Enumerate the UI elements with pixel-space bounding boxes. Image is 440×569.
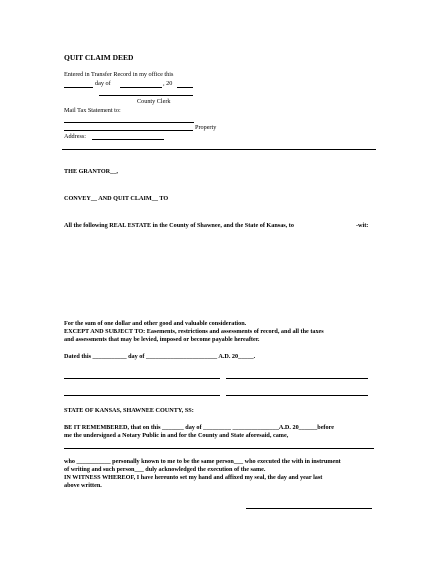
real-estate-text: All the following REAL ESTATE in the County of Shawnee, and the State of Kansas, to (64, 222, 294, 229)
header-divider (62, 149, 376, 150)
blank-month-line (120, 87, 162, 88)
remembered-text-1: BE IT REMEMBERED, that on this _______ day of _________ _______________A.D. 20______before (64, 424, 334, 431)
mail-tax-line-1 (64, 122, 194, 123)
except-text-2: and assessments that may be levied, imposed or become payable hereafter. (64, 336, 260, 343)
mail-tax-label: Mail Tax Statement to: (64, 107, 121, 114)
year-label: , 20 (163, 80, 173, 87)
entered-line-text: Entered in Transfer Record in my office this (64, 71, 174, 78)
address-line (92, 139, 164, 140)
witness-text-1: IN WITNESS WHEREOF, I have hereunto set my hand and affixed my seal, the day and year last (64, 474, 323, 481)
grantor-text: THE GRANTOR__, (64, 168, 118, 175)
county-clerk-signature-line (99, 95, 193, 96)
document-title: QUIT CLAIM DEED (64, 53, 134, 62)
state-county-text: STATE OF KANSAS, SHAWNEE COUNTY, SS: (64, 407, 194, 414)
dated-text: Dated this ___________ day of _______________________ A.D. 20_____. (64, 353, 256, 360)
witness-text-2: above written. (64, 482, 102, 489)
grantor-signature-line-1 (64, 378, 220, 379)
property-label: Property (195, 124, 217, 131)
grantor-signature-line-4 (226, 395, 368, 396)
who-text-1: who ___________ personally known to me to be the same person___ who executed the with in instrument (64, 458, 341, 465)
remembered-text-2: me the undersigned a Notary Public in and for the County and State aforesaid, came, (64, 432, 289, 439)
person-name-line (64, 448, 374, 449)
day-of-label: day of (95, 80, 111, 87)
notary-signature-line (246, 508, 372, 509)
blank-day-line (64, 87, 93, 88)
grantor-signature-line-3 (64, 395, 220, 396)
who-text-2: of writing and such person___ duly acknowledged the execution of the same. (64, 466, 266, 473)
blank-year-line (177, 87, 193, 88)
consideration-text: For the sum of one dollar and other good and valuable consideration. (64, 320, 247, 327)
county-clerk-label: County Clerk (137, 98, 171, 105)
mail-tax-line-2 (64, 130, 193, 131)
except-text-1: EXCEPT AND SUBJECT TO: Easements, restrictions and assessments of record, and all the taxes (64, 328, 324, 335)
grantor-signature-line-2 (226, 378, 368, 379)
wit-text: -wit: (356, 222, 369, 229)
address-label: Address: (64, 133, 86, 140)
convey-text: CONVEY__ AND QUIT CLAIM__ TO (64, 195, 169, 202)
